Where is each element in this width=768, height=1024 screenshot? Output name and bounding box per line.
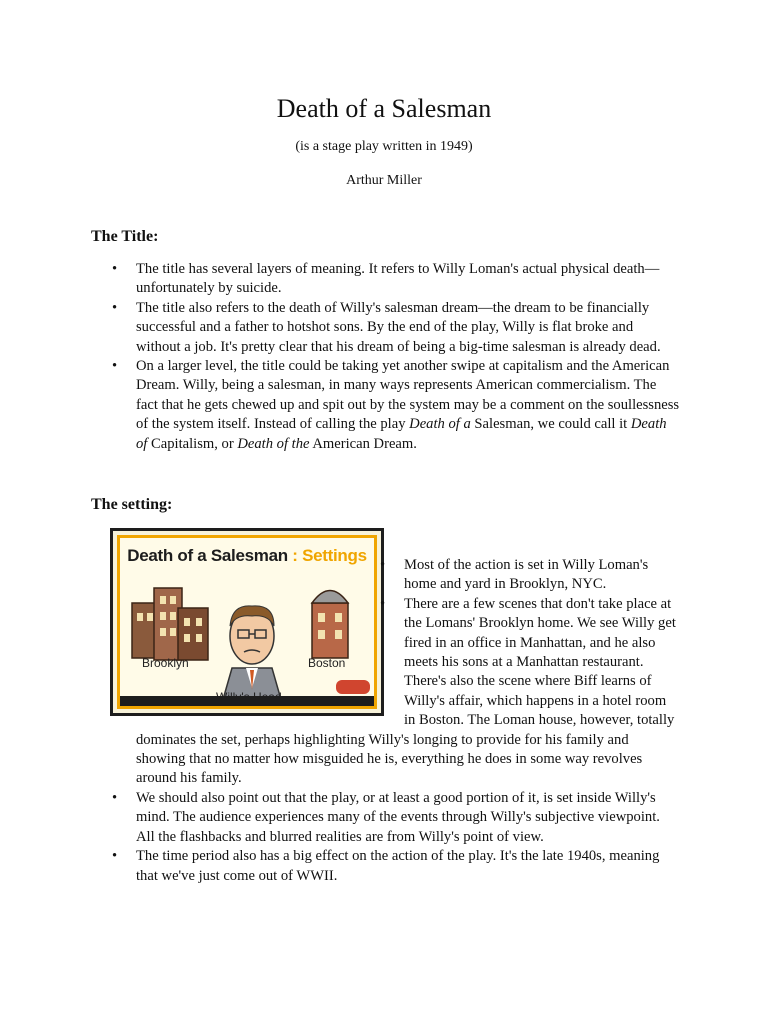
document-title: Death of a Salesman — [276, 94, 492, 123]
list-item-text: The time period also has a big effect on the action of the play. It's the late 1940s, meaning that we've just come out of WWII. — [136, 848, 660, 884]
author-name: Arthur Miller — [346, 173, 422, 188]
list-item — [112, 357, 681, 454]
list-item-text: The title has several layers of meaning. It refers to Willy Loman's actual physical death—unfortunately by suicide. — [136, 261, 660, 297]
italic-text: Death of — [136, 416, 667, 452]
italic-text: Death of a — [409, 416, 471, 433]
list-item-text: We should also point out that the play, or at least a good portion of it, is set inside Willy's mind. The audience experiences many of the events through Willy's subjective viewpoint. All the flashbacks and blurred realities are from Willy's point of view. — [136, 789, 660, 845]
list-item-text: There are a few scenes that don't take place at the Lomans' Brooklyn home. We see Willy get fired in an office in Manhattan, and he also meets his sons at a Manhattan restaurant. There's also the scene where Biff learns of Willy's affair, which happens in a hotel room in Boston. The Loman house, however, totally dominates the set, perhaps highlighting Willy's longing to provide for his family and showing that no matter how misguided he is, everything he does in some way revolves around his family. — [136, 595, 676, 787]
list-item — [112, 299, 681, 357]
list-item — [136, 595, 681, 789]
document-subtitle: (is a stage play written in 1949) — [295, 139, 473, 154]
list-item-text: Most of the action is set in Willy Loman's home and yard in Brooklyn, NYC. — [404, 557, 649, 593]
list-item-text-part: On a larger level, the title could be taking yet another swipe at capitalism and the American Dream. Willy, being a salesman, in many ways represents American commercialism. The fact that he gets chewed up and spit out by the system may be a comment on the soullessness of the system itself. Instead of calling the play — [136, 358, 680, 433]
list-item-text-part: Salesman, we could call it — [470, 416, 631, 433]
bullet-icon: • — [112, 261, 118, 277]
bullet-icon: • — [380, 595, 386, 612]
list-item — [136, 556, 681, 595]
title-bullet-list — [112, 260, 681, 454]
label-boston: Boston — [308, 656, 346, 670]
section-heading-title: The Title: — [91, 228, 159, 245]
section-heading-setting: The setting: — [91, 496, 173, 513]
list-item-text: The title also refers to the death of Willy's salesman dream—the dream to be financially successful and a father to hotshot sons. By the end of the play, Willy is flat broke and without a job. It's pretty clear that his dream of being a big-time salesman is already dead. — [136, 299, 661, 355]
italic-text: Death of the — [237, 435, 310, 452]
illustration-title: Death of a Salesman : Settings — [127, 546, 367, 565]
list-item-text-part: American Dream. — [309, 435, 417, 452]
setting-bullet-list-continued — [112, 789, 681, 886]
bullet-icon: • — [380, 557, 386, 573]
bullet-icon: • — [112, 358, 118, 375]
list-item — [112, 260, 681, 299]
list-item-text-part: Capitalism, or — [147, 435, 238, 452]
bullet-icon: • — [112, 848, 118, 865]
list-item — [112, 847, 681, 886]
setting-content — [112, 546, 681, 886]
bullet-icon: • — [112, 789, 118, 806]
label-brooklyn: Brooklyn — [142, 656, 189, 670]
list-item — [112, 789, 681, 847]
bullet-icon: • — [112, 299, 118, 316]
setting-bullet-list — [136, 556, 681, 789]
